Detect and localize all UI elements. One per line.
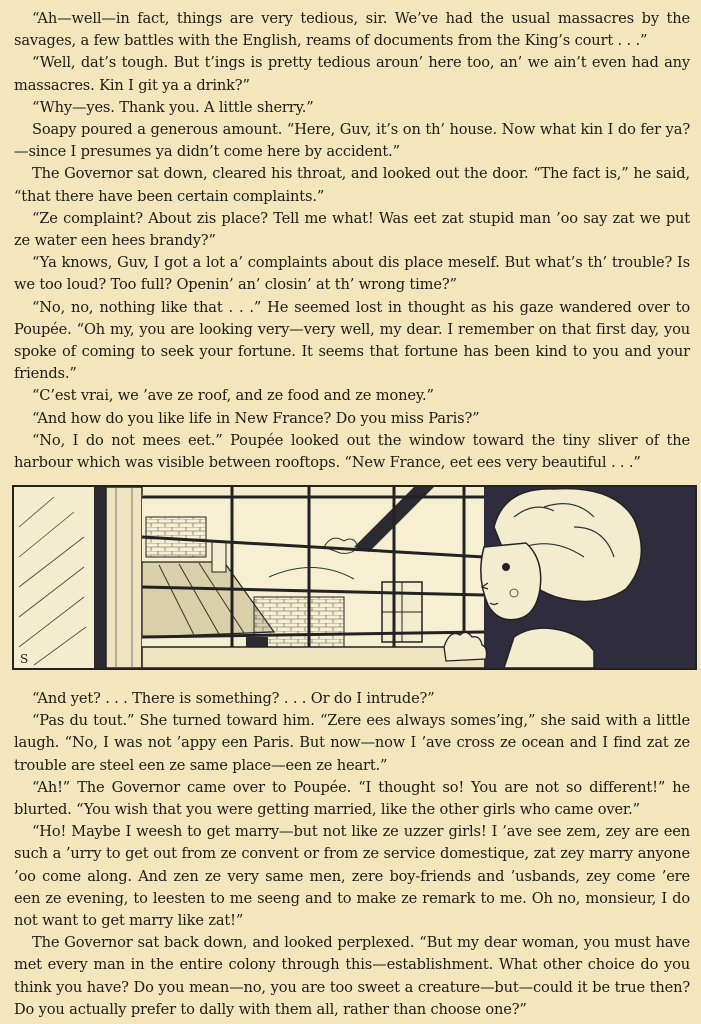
- paragraph: Soapy poured a generous amount. “Here, Guv, it’s on th’ house. Now what kin I do fer ya?—since I presumes ya didn’t come here by accident.”: [14, 121, 690, 161]
- chimney: [212, 542, 226, 572]
- artist-signature: S: [20, 652, 29, 666]
- wall-edge: [94, 487, 106, 668]
- paragraph: “No, I do not mees eet.” Poupée looked out the window toward the tiny sliver of the harbour which was visible between rooftops. “New France, eet ees very beautiful . . .”: [14, 431, 690, 472]
- paragraph: “Ya knows, Guv, I got a lot a’ complaints about dis place meself. But what’s th’ trouble? Is we too loud? Too full? Openin’ an’ closin’ at th’ wrong time?”: [14, 254, 690, 294]
- paragraph: “Ah—well—in fact, things are very tedious, sir. We’ve had the usual massacres by the savages, a few battles with the English, reams of documents from the King’s court . . .”: [14, 10, 690, 50]
- bottom-text-block: [14, 688, 690, 1021]
- paragraph: The Governor sat down, cleared his throat, and looked out the door. “The fact is,” he said, “that there have been certain complaints.”: [14, 165, 690, 205]
- paragraph: “C’est vrai, we ’ave ze roof, and ze food and ze money.”: [32, 387, 434, 405]
- paragraph: “Ze complaint? About zis place? Tell me what! Was eet zat stupid man ’oo say zat we put ze water een hees brandy?”: [14, 209, 690, 250]
- paragraph: The Governor sat back down, and looked perplexed. “But my dear woman, you must have met every man in the entire colony through this—establishment. What other choice do you think you have? Do you mean—no, you are too sweet a creature—but—could it be true then? Do you actually prefer to dally with them all, rather than choose one?”: [14, 934, 690, 1018]
- paragraph: “Ho! Maybe I weesh to get marry—but not like ze uzzer girls! I ’ave see zem, zey are een such a ’urry to get out from ze convent or from ze service domestique, zat zey marry anyone ’oo come along. And zen ze very same men, zere boy-friends and ’usbands, zey come ’ere een ze evening, to leesten to me seeng and to make ze remark to me. Oh no, monsieur, I do not want to get marry like zat!”: [14, 823, 690, 930]
- window-sill: [142, 647, 487, 668]
- eye: [502, 563, 510, 571]
- face: [481, 543, 541, 620]
- paragraph: “And yet? . . . There is something? . . . Or do I intrude?”: [32, 690, 435, 707]
- paragraph: “Pas du tout.” She turned toward him. “Zere ees always somes’ing,” she said with a little laugh. “No, I was not ’appy een Paris. But now—now I ’ave cross ze ocean and I find zat ze trouble are steel een ze same place—een ze heart.”: [14, 712, 690, 774]
- paragraph: “Well, dat’s tough. But t’ings is pretty tedious aroun’ here too, an’ we ain’t even had any massacres. Kin I git ya a drink?”: [14, 54, 690, 94]
- paragraph: “Why—yes. Thank you. A little sherry.”: [32, 98, 314, 116]
- paragraph: “Ah!” The Governor came over to Poupée. “I thought so! You are not so different!” he blurted. “You wish that you were getting married, like the other girls who came over.”: [14, 778, 690, 819]
- paragraph: “No, no, nothing like that . . .” He seemed lost in thought as his gaze wandered over to Poupée. “Oh my, you are looking very—very well, my dear. I remember on that first day, you spoke of coming to seek your fortune. It seems that fortune has been kind to you and your friends.”: [14, 298, 690, 383]
- top-text-block: [14, 8, 690, 474]
- left-wall: [14, 487, 94, 668]
- illustration-drawing: [14, 487, 695, 668]
- window-illustration: [12, 485, 697, 670]
- paragraph: “And how do you like life in New France? Do you miss Paris?”: [32, 409, 480, 427]
- window-frame-post: [106, 487, 142, 668]
